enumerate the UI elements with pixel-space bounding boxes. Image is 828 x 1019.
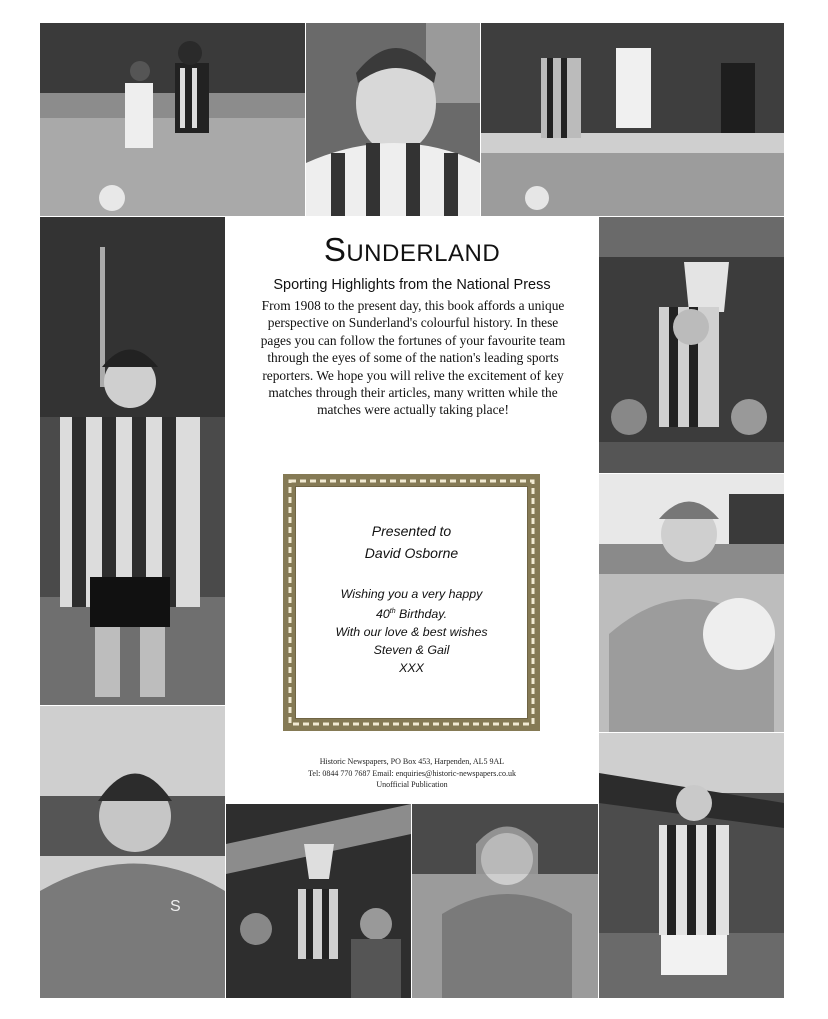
photo-goalkeeper-portrait xyxy=(412,804,598,998)
publisher-address: Historic Newspapers, PO Box 453, Harpenden, AL5 9AL xyxy=(319,757,505,766)
age-word: Birthday. xyxy=(399,607,448,622)
recipient-name: David Osborne xyxy=(364,545,459,561)
wish-block xyxy=(296,585,527,677)
publisher-contact: Tel: 0844 770 7687 Email: enquiries@historic-newspapers.co.uk xyxy=(308,768,516,778)
love-line: With our love & best wishes xyxy=(335,625,488,640)
age-number: 40 xyxy=(375,607,390,622)
photo-player-portrait-2 xyxy=(40,706,225,998)
age-line xyxy=(296,603,527,623)
photo-player-crowned-cup xyxy=(40,217,225,705)
publication-note: Unofficial Publication xyxy=(376,780,448,789)
book-description: From 1908 to the present day, this book affords a unique perspective on Sunderland's colourful history. In these pages you can follow the fortunes of your favourite team through the eyes of some of the nation's leading sports reporters. We hope you will relive the excitement of key matches through their articles, many written while the matches were actually taking place! xyxy=(260,298,566,418)
publisher-footer xyxy=(226,756,598,791)
photo-match-action-1 xyxy=(40,23,305,216)
wish-line: Wishing you a very happy xyxy=(340,587,483,601)
presented-to-line: Presented to xyxy=(371,523,452,539)
title-rest: UNDERLAND xyxy=(346,240,501,267)
photo-player-full-kit xyxy=(599,733,784,998)
photo-cup-lift-team xyxy=(226,804,411,998)
svg-text:S: S xyxy=(170,898,181,915)
center-panel xyxy=(226,217,598,803)
presented-block xyxy=(296,520,527,564)
senders-line: Steven & Gail xyxy=(373,643,450,658)
age-suffix: th xyxy=(389,608,396,615)
kisses-line: XXX xyxy=(399,661,424,676)
photo-player-portrait-1 xyxy=(306,23,480,216)
photo-goalkeeper-ball xyxy=(599,474,784,732)
dedication-box xyxy=(295,486,528,719)
dedication-frame xyxy=(283,474,540,731)
photo-trophy-celebration xyxy=(599,217,784,473)
photo-match-action-2 xyxy=(481,23,784,216)
book-title xyxy=(226,231,598,269)
title-initial: S xyxy=(323,231,347,268)
book-subtitle: Sporting Highlights from the National Press xyxy=(273,277,551,293)
